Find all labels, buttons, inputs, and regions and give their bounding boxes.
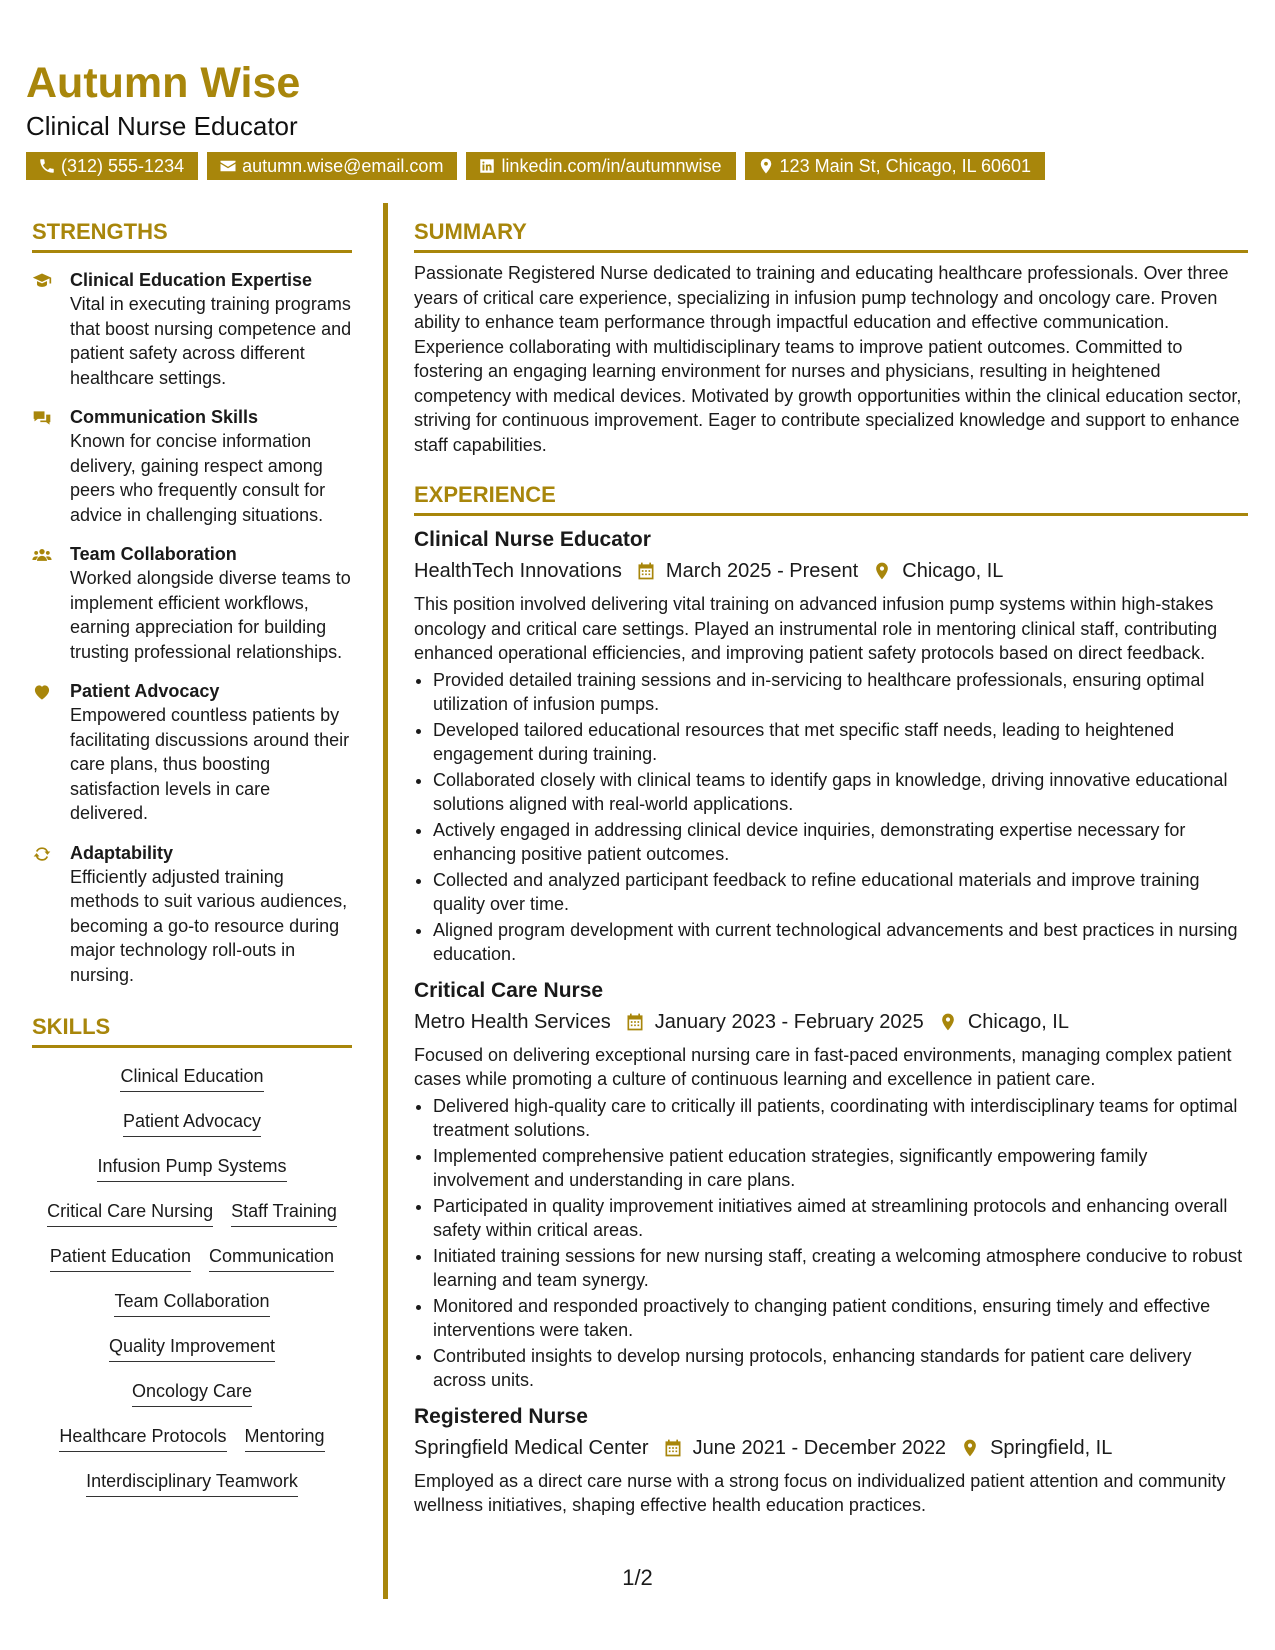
job-description: This position involved delivering vital training on advanced infusion pump systems within high-stakes oncology and critical care settings. Played an instrumental role in mentoring clinical staff, contributing enhanced operational efficiencies, and improving patient safety protocols based on direct feedback. xyxy=(414,594,1218,663)
skills-heading: SKILLS xyxy=(32,1013,352,1048)
skill-tag: Team Collaboration xyxy=(114,1283,269,1317)
list-item: • Delivered high-quality care to critically ill patients, coordinating with interdisciplinary teams for optimal treatment solutions. xyxy=(433,1094,1248,1143)
list-item: • Contributed insights to develop nursing protocols, enhancing standards for patient care delivery across units. xyxy=(433,1344,1248,1393)
strength-title: Team Collaboration xyxy=(70,544,237,564)
map-pin-icon xyxy=(757,157,775,175)
map-pin-icon xyxy=(960,1438,980,1458)
column-divider xyxy=(383,203,388,1599)
calendar-icon xyxy=(625,1012,645,1032)
summary-text: Passionate Registered Nurse dedicated to training and educating healthcare professionals. Over three years of critical care experience, specializing in infusion pump technology and oncology care. Proven ability to enhance team performance through impactful education and effective communication. Experience collaborating with multidisciplinary teams to improve patient outcomes. Committed to fostering an engaging learning environment for nurses and physicians, resulting in heightened competency with medical devices. Motivated by growth opportunities within the clinical education sector, striving for continuous improvement. Eager to contribute specialized knowledge and support to enhance staff capabilities. xyxy=(414,263,1242,455)
phone-icon xyxy=(38,157,56,175)
job-company: Metro Health Services xyxy=(414,1010,611,1033)
list-item: • Implemented comprehensive patient education strategies, significantly empowering family involvement and understanding in care plans. xyxy=(433,1144,1248,1193)
strength-title: Patient Advocacy xyxy=(70,681,220,701)
list-item: • Provided detailed training sessions and in-servicing to healthcare professionals, ensuring optimal utilization of infusion pumps. xyxy=(433,668,1248,717)
left-column xyxy=(32,218,352,1508)
map-pin-icon xyxy=(872,561,892,581)
comments-icon xyxy=(32,408,52,428)
list-item: • Participated in quality improvement initiatives aimed at streamlining protocols and enhancing overall safety within critical areas. xyxy=(433,1194,1248,1243)
skill-tag: Interdisciplinary Teamwork xyxy=(86,1463,298,1497)
contact-email-text: autumn.wise@email.com xyxy=(242,156,444,176)
summary-heading: SUMMARY xyxy=(414,218,1248,253)
job-location: Springfield, IL xyxy=(990,1436,1113,1459)
list-item: • Actively engaged in addressing clinical device inquiries, demonstrating expertise necessary for enhancing positive patient outcomes. xyxy=(433,818,1248,867)
strength-item xyxy=(32,679,352,826)
skill-tag: Patient Education xyxy=(50,1238,191,1272)
candidate-name: Autumn Wise xyxy=(26,59,301,107)
job-entry xyxy=(414,1403,1248,1518)
job-bullets xyxy=(414,1094,1248,1393)
graduation-cap-icon xyxy=(32,271,52,291)
contact-phone-text: (312) 555-1234 xyxy=(61,156,185,176)
job-title: Registered Nurse xyxy=(414,1404,588,1428)
resume-header xyxy=(26,58,1256,142)
job-title: Clinical Nurse Educator xyxy=(414,528,651,551)
list-item: • Initiated training sessions for new nursing staff, creating a welcoming atmosphere conducive to robust learning and team synergy. xyxy=(433,1244,1248,1293)
skill-tag: Patient Advocacy xyxy=(123,1103,261,1137)
job-meta xyxy=(414,1008,1248,1036)
job-entry xyxy=(414,977,1248,1393)
skills-list xyxy=(32,1058,352,1508)
linkedin-icon xyxy=(478,157,496,175)
skill-tag: Clinical Education xyxy=(120,1058,263,1092)
strength-desc: Efficiently adjusted training methods to suit various audiences, becoming a go-to resource during major technology roll-outs in nursing. xyxy=(70,866,348,985)
strength-item xyxy=(32,268,352,390)
list-item: • Developed tailored educational resources that met specific staff needs, leading to heightened engagement during training. xyxy=(433,718,1248,767)
calendar-icon xyxy=(663,1438,683,1458)
strength-title: Communication Skills xyxy=(70,407,259,427)
skill-tag: Oncology Care xyxy=(132,1373,252,1407)
right-column xyxy=(414,218,1248,1518)
strengths-heading: STRENGTHS xyxy=(32,218,352,253)
calendar-icon xyxy=(636,561,656,581)
list-item: • Collaborated closely with clinical teams to identify gaps in knowledge, driving innovative educational solutions aligned with real-world applications. xyxy=(433,768,1248,817)
job-title: Critical Care Nurse xyxy=(414,978,604,1002)
strength-desc: Known for concise information delivery, gaining respect among peers who frequently consult for advice in challenging situations. xyxy=(70,431,326,525)
skill-tag: Mentoring xyxy=(245,1418,325,1452)
contact-bar xyxy=(26,152,1045,180)
job-entry xyxy=(414,526,1248,967)
job-description: Employed as a direct care nurse with a strong focus on individualized patient attention and community wellness initiatives, shaping effective health education practices. xyxy=(414,1470,1226,1515)
job-dates: March 2025 - Present xyxy=(665,560,859,582)
strength-title: Clinical Education Expertise xyxy=(70,270,313,290)
contact-address-text: 123 Main St, Chicago, IL 60601 xyxy=(779,156,1032,176)
job-location: Chicago, IL xyxy=(967,1010,1069,1033)
candidate-title: Clinical Nurse Educator xyxy=(26,111,298,141)
page-number: 1/2 xyxy=(622,1565,653,1590)
users-icon xyxy=(32,545,52,565)
contact-phone[interactable] xyxy=(26,152,198,180)
envelope-icon xyxy=(219,157,237,175)
map-pin-icon xyxy=(938,1012,958,1032)
experience-heading: EXPERIENCE xyxy=(414,481,1248,516)
strength-desc: Empowered countless patients by facilitating discussions around their care plans, thus boosting satisfaction levels in care delivered. xyxy=(70,705,350,823)
skill-tag: Staff Training xyxy=(231,1193,337,1227)
job-company: HealthTech Innovations xyxy=(414,560,622,582)
job-dates: January 2023 - February 2025 xyxy=(654,1010,924,1033)
contact-address xyxy=(745,152,1046,180)
strength-item xyxy=(32,405,352,527)
skill-tag: Infusion Pump Systems xyxy=(97,1148,286,1182)
heart-icon xyxy=(32,682,52,702)
job-description: Focused on delivering exceptional nursing care in fast-paced environments, managing complex patient cases while promoting a culture of continuous learning and excellence in patient care. xyxy=(414,1044,1232,1089)
strength-title: Adaptability xyxy=(70,842,174,863)
strength-item xyxy=(32,542,352,664)
list-item: • Aligned program development with current technological advancements and best practices in nursing education. xyxy=(433,918,1248,967)
skill-tag: Healthcare Protocols xyxy=(59,1418,226,1452)
strength-item xyxy=(32,841,352,988)
job-dates: June 2021 - December 2022 xyxy=(692,1436,947,1459)
skill-tag: Communication xyxy=(209,1238,334,1272)
list-item: • Collected and analyzed participant feedback to refine educational materials and improve training quality over time. xyxy=(433,868,1248,917)
strength-desc: Worked alongside diverse teams to implement efficient workflows, earning appreciation for building trusting professional relationships. xyxy=(70,568,351,662)
contact-linkedin-text: linkedin.com/in/autumnwise xyxy=(501,156,722,176)
skill-tag: Critical Care Nursing xyxy=(47,1193,213,1227)
job-bullets xyxy=(414,668,1248,967)
skill-tag: Quality Improvement xyxy=(109,1328,275,1362)
job-meta xyxy=(414,557,1248,585)
job-location: Chicago, IL xyxy=(902,560,1004,582)
contact-email[interactable] xyxy=(207,152,457,180)
list-item: • Monitored and responded proactively to changing patient conditions, ensuring timely and effective interventions were taken. xyxy=(433,1294,1248,1343)
strength-desc: Vital in executing training programs that boost nursing competence and patient safety across different healthcare settings. xyxy=(70,294,352,388)
contact-linkedin[interactable] xyxy=(466,152,735,180)
job-meta xyxy=(414,1434,1248,1462)
job-company: Springfield Medical Center xyxy=(414,1436,649,1459)
sync-icon xyxy=(32,844,52,864)
